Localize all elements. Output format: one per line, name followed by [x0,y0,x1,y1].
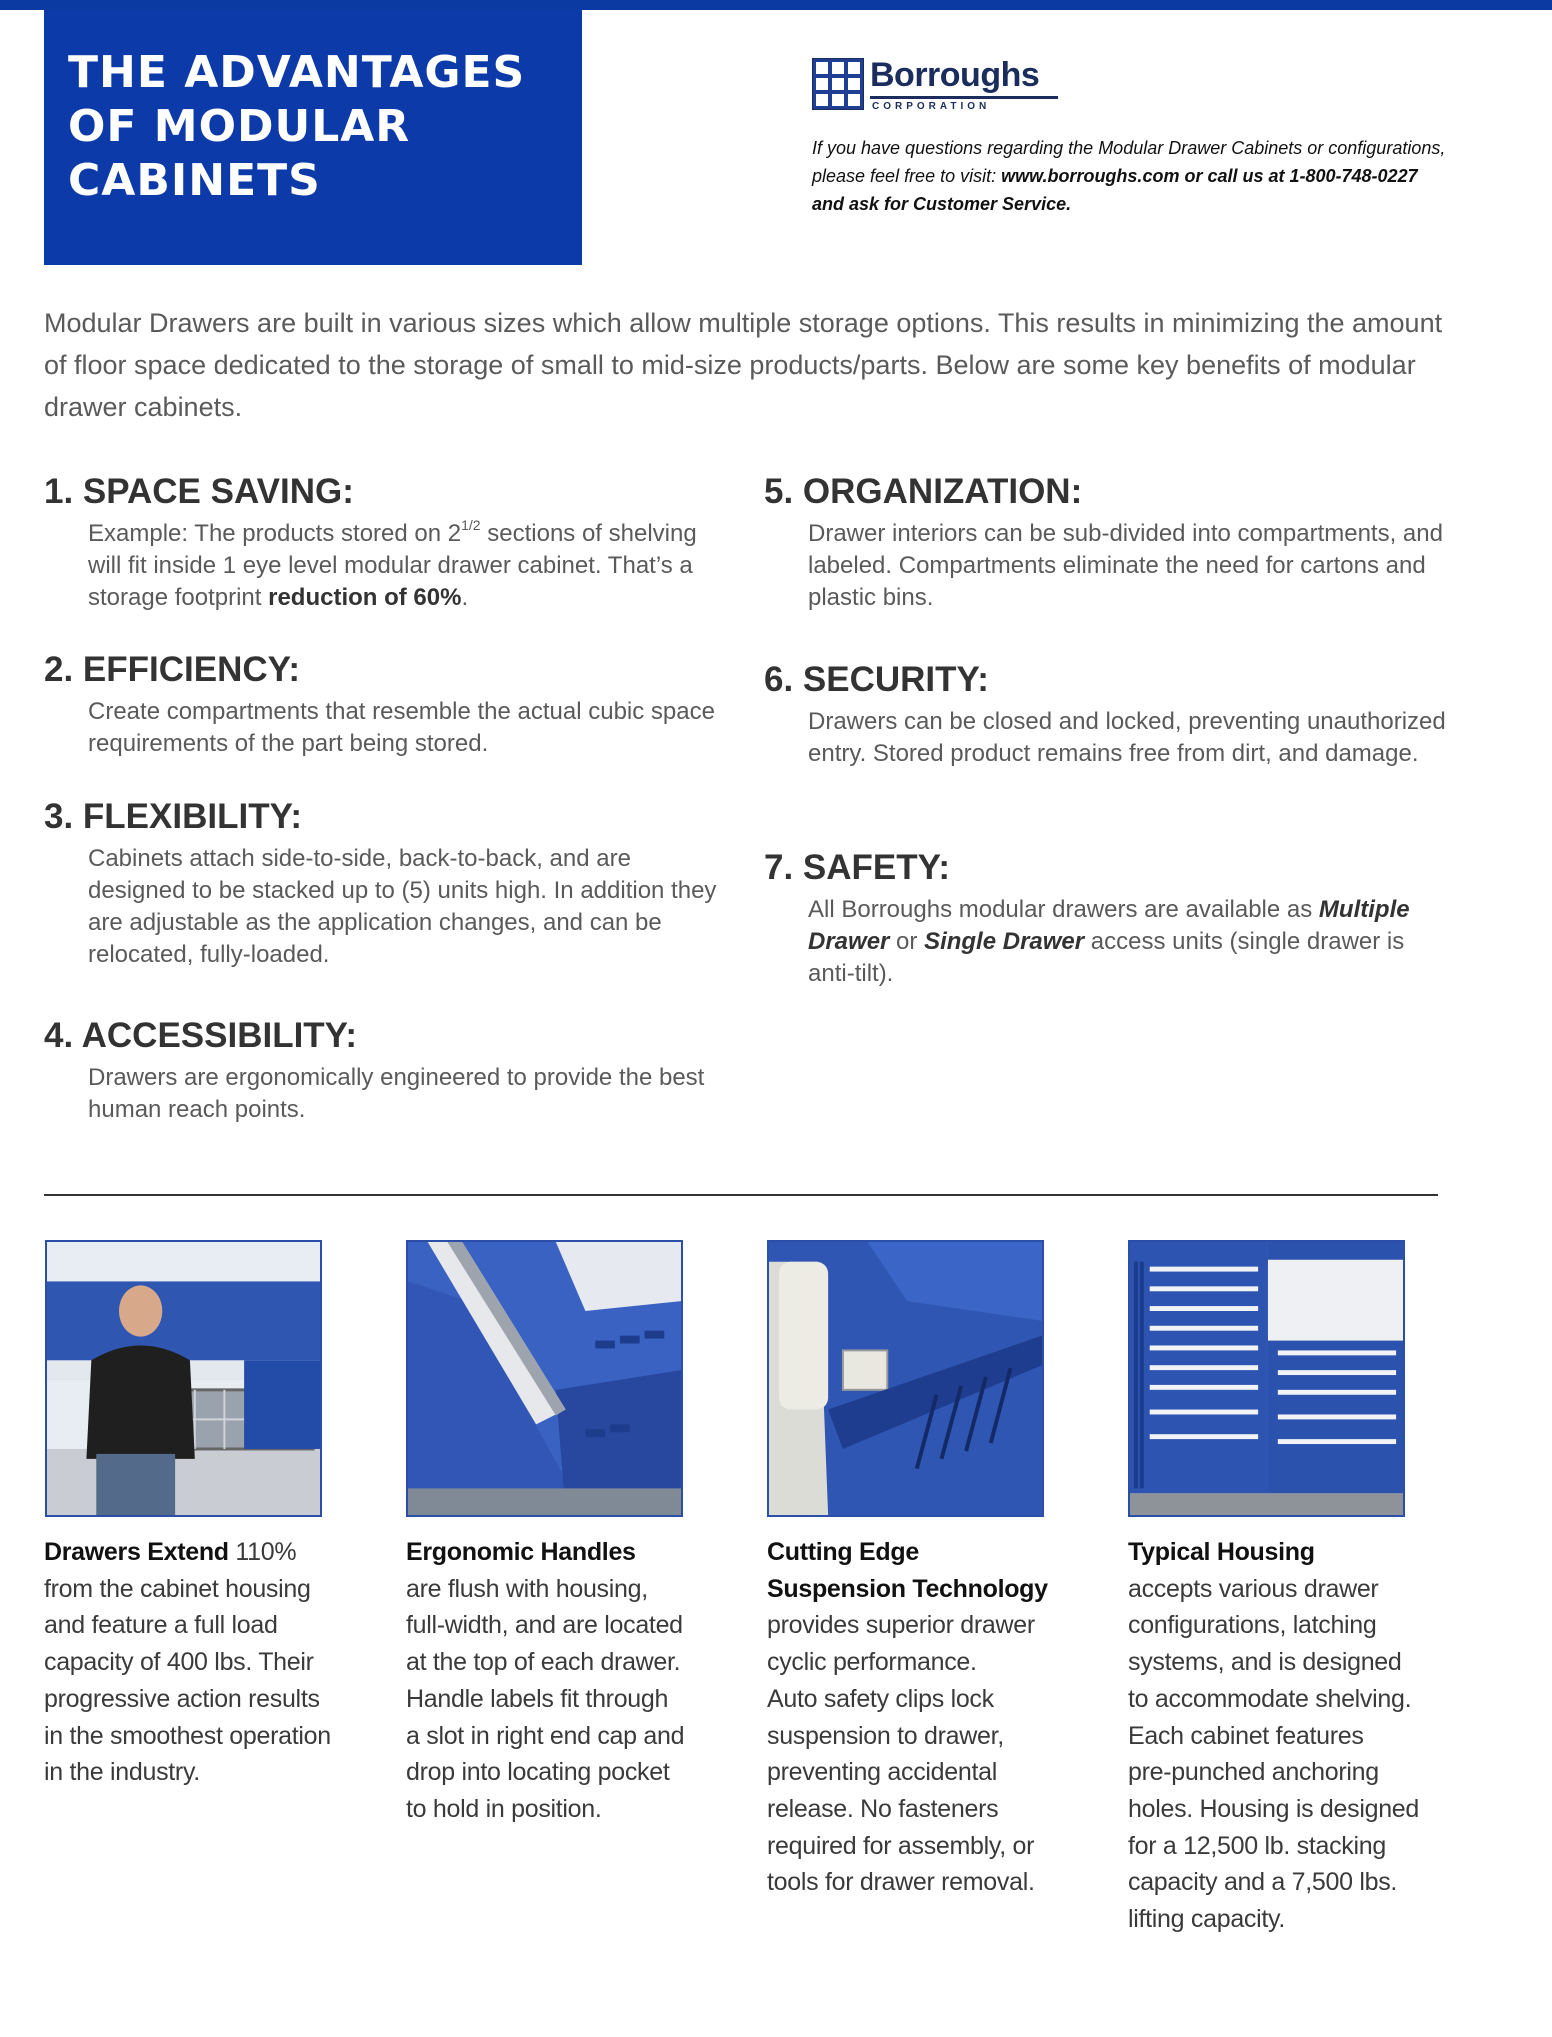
section-body: Drawer interiors can be sub-divided into compartments, and labeled. Compartments eliminate the need for cartons and plastic bins. [808,520,1443,611]
typical-housing-photo [1128,1240,1405,1517]
section-body: Cabinets attach side-to-side, back-to-back, and are designed to be stacked up to (5) units high. In addition they are adjustable as the application changes, and can be relocated, fully-loaded. [88,845,717,968]
section-body: Example: The products stored on $2^{1/2}$ sections of shelving will fit inside 1 eye level modular drawer cabinet. That’s a storage footprint reduction of 60%. [88,517,697,611]
caption-title: Drawers Extend [44,1538,229,1566]
caption-title-line-2: Suspension Technology [767,1574,1048,1603]
section-body: Create compartments that resemble the actual cubic space requirements of the part being stored. [88,698,715,757]
section-heading: 5. ORGANIZATION: [764,472,1083,511]
caption-title: Typical Housing [1128,1538,1315,1566]
section-safety [764,848,1454,990]
section-efficiency [44,650,734,760]
drawer-extend-photo [45,1240,322,1517]
contact-line-1: If you have questions regarding the Modular Drawer Cabinets or configurations, [812,138,1446,158]
caption-title: Ergonomic Handles [406,1538,636,1566]
page-title-line-2: OF MODULAR [68,101,411,152]
ergonomic-handles-photo [406,1240,683,1517]
section-heading: 3. FLEXIBILITY: [44,797,302,836]
section-body: Drawers are ergonomically engineered to provide the best human reach points. [88,1064,705,1123]
section-divider [44,1194,1438,1196]
section-heading: 1. SPACE SAVING: [44,472,354,511]
section-body: All Borroughs modular drawers are available as Multiple Drawer or Single Drawer access units (single drawer is anti-tilt). [808,896,1410,987]
caption-title-line-1: Cutting Edge [767,1538,919,1566]
suspension-technology-photo [767,1240,1044,1517]
contact-line-2: please feel free to visit: www.borroughs.com or call us at 1-800-748-0227 [812,166,1418,186]
section-heading: 7. SAFETY: [764,848,951,887]
page-title-line-3: CABINETS [68,155,321,206]
section-heading: 4. ACCESSIBILITY: [44,1016,358,1055]
section-flexibility [44,797,734,971]
logo-wordmark: Borroughs [870,56,1040,94]
section-heading: 6. SECURITY: [764,660,989,699]
borroughs-logo [812,58,1072,112]
intro-paragraph: Modular Drawers are built in various sizes which allow multiple storage options. This results in minimizing the amount of floor space dedicated to the storage of small to mid-size products/parts. Below are some key benefits of modular drawer cabinets. [44,308,1443,422]
caption-ergonomic-handles: Ergonomic Handles are flush with housing, full-width, and are located at the top of each drawer. Handle labels fit through a slot in right end cap and drop into locating pocket to hold in position. [406,1538,685,1823]
contact-website-phone[interactable]: www.borroughs.com or call us at 1-800-748-0227 [1001,166,1418,186]
caption-suspension-technology: Cutting Edge Suspension Technology provides superior drawer cyclic performance. Auto safety clips lock suspension to drawer, preventing accidental release. No fasteners required for assembly, or tools for drawer removal. [767,1538,1048,1897]
section-heading: 2. EFFICIENCY: [44,650,301,689]
section-security [764,660,1454,770]
caption-typical-housing: Typical Housing accepts various drawer configurations, latching systems, and is designed to accommodate shelving. Each cabinet features pre-punched anchoring holes. Housing is designed for a 12,500 lb. stacking capacity and a 7,500 lbs. lifting capacity. [1128,1538,1420,1934]
title-banner [44,10,582,265]
logo-subtitle: CORPORATION [872,101,991,112]
contact-info [812,134,1452,218]
page-title-line-1: THE ADVANTAGES [68,47,526,98]
caption-drawers-extend: Drawers Extend 110% from the cabinet housing and feature a full load capacity of 400 lbs. Their progressive action results in the smoothest operation in the industry. [44,1538,331,1787]
top-accent-bar [0,0,1552,10]
section-organization [764,472,1454,614]
section-space-saving [44,472,734,614]
section-body: Drawers can be closed and locked, preventing unauthorized entry. Stored product remains free from dirt, and damage. [808,708,1446,767]
logo-underline [870,96,1058,99]
grid-logo-icon [812,58,864,110]
contact-line-3: and ask for Customer Service. [812,194,1072,214]
section-accessibility [44,1016,734,1126]
